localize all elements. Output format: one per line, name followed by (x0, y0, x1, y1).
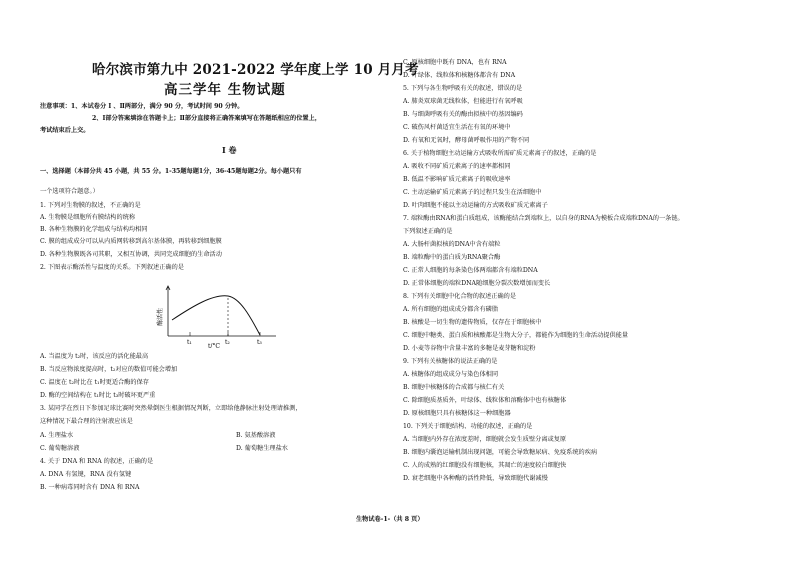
enzyme-activity-chart (140, 280, 280, 348)
activity-curve (172, 296, 260, 335)
right-line: C. 除细胞质基质外，叶绿体、线粒体和溶酶体中也有核糖体 (403, 397, 567, 404)
left-line: 一个选项符合题意。） (40, 188, 99, 195)
left-line: A. 生物膜是细胞所有膜结构的统称 (40, 214, 136, 221)
right-line: B. 与细菌呼吸有关的酶由拟核中的基因编码 (403, 111, 523, 118)
notes-line-1: 注意事项：1、本试卷分 Ⅰ 、Ⅱ两部分，满分 90 分，考试时间 90 分钟。 (40, 103, 244, 110)
left-line: 2. 下图表示酶活性与温度的关系。下列叙述正确的是 (40, 264, 184, 271)
y-axis-label: 酶活性 (157, 307, 164, 326)
exam-title: 哈尔滨市第九中 2021-2022 学年度上学 10 月月考 (92, 62, 419, 78)
section-label: Ⅰ 卷 (222, 145, 237, 155)
right-line: B. 端粒酶中的蛋白质为RNA聚合酶 (403, 254, 501, 261)
right-line: B. 细胞中核糖体的合成都与核仁有关 (403, 384, 505, 391)
right-line: B. 核酸是一切生物的遗传物质，仅存在于细胞核中 (403, 319, 542, 326)
right-line: D. 小麦等谷物中含量丰富的多糖是麦芽糖和淀粉 (403, 345, 536, 352)
x-tick-label: t₃ (257, 339, 262, 346)
right-line: C. 细胞中糖类、蛋白质和核酸都是生物大分子，都能作为细胞的生命活动提供能量 (403, 332, 629, 339)
right-line: 6. 关于植物细胞主动运输方式吸收所需矿质元素离子的叙述，正确的是 (403, 150, 597, 157)
right-line: A. 肺炎双球菌无线粒体，但能进行有氧呼吸 (403, 98, 523, 105)
left-line: D. 酶的空间结构在 t₁时比 t₃时破坏更严重 (40, 392, 156, 399)
left-line: 4. 关于 DNA 和 RNA 的叙述，正确的是 (40, 458, 154, 465)
left-line: D. 各种生物膜既各司其职，又相互协调，共同完成细胞的生命活动 (40, 251, 222, 258)
right-line: C. 主动运输矿质元素离子的过程只发生在活细胞中 (403, 189, 542, 196)
x-tick-label: t₂ (225, 339, 230, 346)
right-line: D. 叶绿体、线粒体和核糖体都含有 DNA (403, 72, 516, 79)
right-line: D. 有氧和无氧时，酵母菌呼吸作用的产物不同 (403, 137, 530, 144)
right-line: C. 正常人细胞的每条染色体两端都含有端粒DNA (403, 267, 538, 274)
right-line: 下列叙述正确的是 (403, 228, 453, 235)
right-line: B. 细胞内囊泡运输机制出现问题，可能会导致糖尿病、免疫系统的疾病 (403, 449, 598, 456)
left-line: C. 葡萄糖溶液 (40, 445, 80, 452)
left-line: 3. 某同学在烈日下参加足球比赛时突然晕倒医生根据情况判断，立即给他静脉注射处理请推测， (40, 405, 302, 412)
right-line: A. 吸收不同矿质元素离子的速率都相同 (403, 163, 511, 170)
left-line: B. 当反应物浓度提高时，t₂对应的数值可能会增加 (40, 366, 178, 373)
left-line: C. 温度在 t₂时比在 t₁时更适合酶的保存 (40, 379, 149, 386)
right-line: 8. 下列有关细胞中化合物的叙述正确的是 (403, 293, 517, 300)
left-line: A. 当温度为 t₂时，该反应的活化能最高 (40, 353, 149, 360)
left-line: B. 各种生物膜的化学组成与结构均相同 (40, 226, 148, 233)
left-line: A. DNA 有氢键，RNA 没有氢键 (40, 471, 132, 478)
left-line: 1. 下列对生物膜的叙述，不正确的是 (40, 202, 141, 209)
notes-line-2: 2、Ⅰ部分答案填涂在答题卡上；Ⅱ部分直接将正确答案填写在答题纸相应的位置上， (92, 115, 321, 122)
right-line: A. 当细胞内外存在浓度差时，细胞就会发生质壁分离或复原 (403, 436, 567, 443)
right-line: D. 叶肉细胞不能以主动运输的方式吸收矿质元素离子 (403, 202, 548, 209)
exam-subtitle: 高三学年 生物试题 (164, 82, 286, 98)
right-line: 5. 下列与各生物呼吸有关的叙述，错误的是 (403, 85, 523, 92)
right-line: C. 人的成熟的红细胞没有细胞核，其凋亡的速度较白细胞快 (403, 462, 567, 469)
left-line: D. 葡萄糖生理盐水 (236, 445, 288, 452)
right-line: 9. 下列有关核糖体的说法正确的是 (403, 358, 498, 365)
left-line: B. 氨基酸溶液 (236, 432, 276, 439)
x-axis-label: t/°C (208, 343, 221, 348)
right-line: D. 原核细胞只具有核糖体这一种细胞器 (403, 410, 511, 417)
left-line: 一、选择题（本部分共 45 小题，共 55 分。1-35题每题1分，36-45题每题2分。每小题只有 (40, 168, 302, 175)
right-line: D. 正常体细胞的端粒DNA随细胞分裂次数增加而变长 (403, 280, 551, 287)
left-line: B. 一种病毒同时含有 DNA 和 RNA (40, 484, 140, 491)
right-line: C. 原核细胞中既有 DNA，也有 RNA (403, 59, 507, 66)
right-line: 10. 下列关于细胞结构、功能的叙述，正确的是 (403, 423, 533, 430)
right-line: B. 低温不影响矿质元素离子的吸收速率 (403, 176, 511, 183)
left-line: 这种情况下最合理的注射液应该是 (40, 418, 133, 425)
right-line: A. 核糖体的组成成分与染色体相同 (403, 371, 499, 378)
right-line: D. 衰老细胞中各种酶的活性降低，导致细胞代谢减慢 (403, 475, 548, 482)
x-tick-label: t₁ (187, 339, 192, 346)
right-line: A. 所有细胞的组成成分都含有磷脂 (403, 306, 499, 313)
right-line: A. 大肠杆菌拟核的DNA中含有端粒 (403, 241, 501, 248)
right-line: 7. 端粒酶由RNA和蛋白质组成，该酶能结合到端粒上，以自身的RNA为模板合成端粒DNA的一条链。 (403, 215, 684, 222)
left-line: A. 生理盐水 (40, 432, 74, 439)
page-footer: 生物试卷-1-（共 8 页） (356, 516, 424, 523)
right-line: C. 破伤风杆菌适宜生活在有氧的环境中 (403, 124, 511, 131)
left-line: C. 膜的组成成分可以从内质网转移到高尔基体膜，再转移到细胞膜 (40, 238, 222, 245)
notes-line-3: 考试结束后上交。 (40, 127, 90, 134)
